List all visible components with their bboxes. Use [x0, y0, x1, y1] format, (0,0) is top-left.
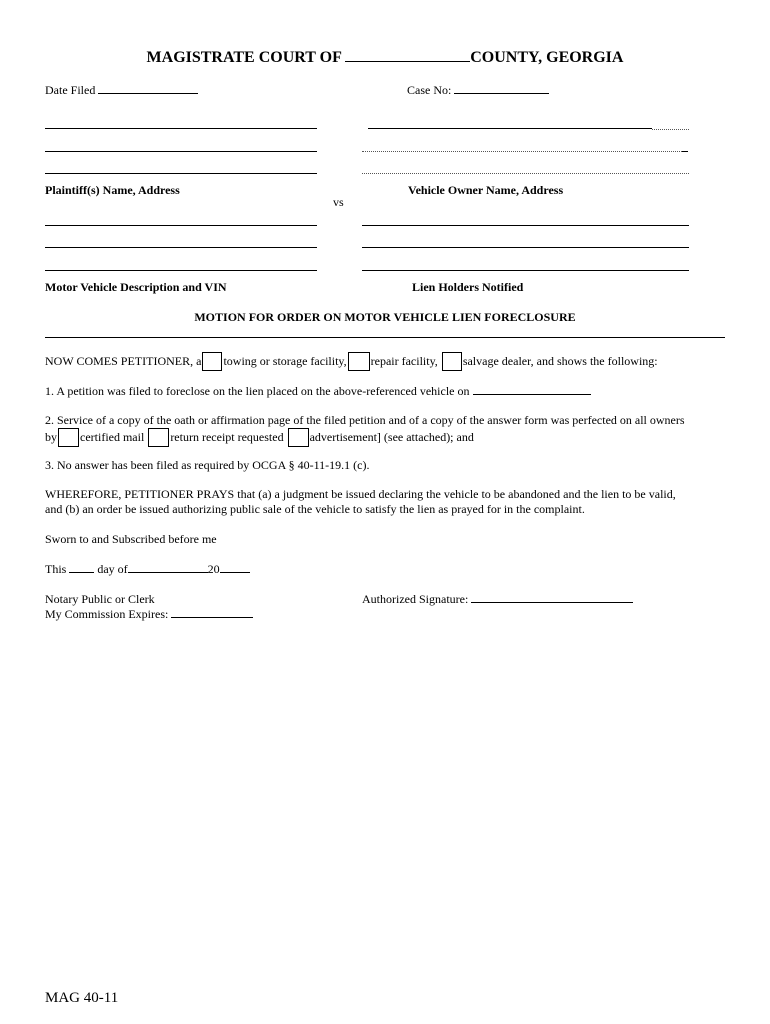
- advertisement-label: advertisement] (see attached); and: [309, 430, 474, 444]
- certified-mail-checkbox[interactable]: [58, 428, 79, 447]
- vehicle-line-3[interactable]: [45, 270, 317, 271]
- repair-checkbox[interactable]: [348, 352, 370, 371]
- owner-line-1-ext: [652, 129, 689, 130]
- year-prefix: 20: [207, 562, 220, 576]
- date-filed-row: [45, 83, 198, 98]
- vehicle-label: Motor Vehicle Description and VIN: [45, 280, 227, 294]
- item-2-line-2: [45, 428, 474, 447]
- plaintiff-label: Plaintiff(s) Name, Address: [45, 183, 180, 197]
- lienholder-line-1[interactable]: [362, 225, 689, 226]
- repair-label: repair facility,: [370, 354, 438, 368]
- salvage-label: salvage dealer, and shows the following:: [462, 354, 658, 368]
- title-suffix: COUNTY, GEORGIA: [470, 49, 624, 66]
- return-receipt-checkbox[interactable]: [148, 428, 169, 447]
- plaintiff-line-1[interactable]: [45, 128, 317, 129]
- signature-row: [362, 592, 633, 607]
- authorized-signature-label: Authorized Signature:: [362, 592, 469, 606]
- date-row: [45, 562, 250, 577]
- advertisement-checkbox[interactable]: [288, 428, 309, 447]
- vs-label: vs: [333, 195, 344, 209]
- title-prefix: MAGISTRATE COURT OF: [146, 49, 342, 66]
- lienholder-line-3[interactable]: [362, 270, 689, 271]
- owner-line-2[interactable]: [362, 151, 682, 152]
- now-comes-row: [45, 352, 658, 371]
- owner-line-1[interactable]: [368, 128, 652, 129]
- item-1: [45, 384, 591, 399]
- plaintiff-line-3[interactable]: [45, 173, 317, 174]
- return-receipt-label: return receipt requested: [170, 430, 284, 444]
- wherefore-line-2: and (b) an order be issued authorizing public sale of the vehicle to satisfy the lien as prayed for in the complaint.: [45, 502, 585, 516]
- lienholder-line-2[interactable]: [362, 247, 689, 248]
- by-label: by: [45, 430, 57, 444]
- motion-heading: MOTION FOR ORDER ON MOTOR VEHICLE LIEN FORECLOSURE: [194, 310, 576, 324]
- vehicle-line-2[interactable]: [45, 247, 317, 248]
- document-title: [0, 49, 770, 67]
- commission-row: [45, 607, 253, 622]
- day-of-label: day of: [97, 562, 128, 576]
- month-field[interactable]: [128, 562, 208, 573]
- lienholders-label: Lien Holders Notified: [412, 280, 524, 294]
- date-filed-label: Date Filed: [45, 83, 96, 97]
- item-1-text: 1. A petition was filed to foreclose on the lien placed on the above-referenced vehicle on: [45, 384, 470, 398]
- owner-line-3[interactable]: [362, 173, 689, 174]
- vehicle-line-1[interactable]: [45, 225, 317, 226]
- date-filed-field[interactable]: [98, 83, 198, 94]
- notary-label: Notary Public or Clerk: [45, 592, 155, 606]
- heading-rule: [45, 337, 725, 338]
- commission-label: My Commission Expires:: [45, 607, 169, 621]
- case-no-field[interactable]: [454, 83, 549, 94]
- plaintiff-line-2[interactable]: [45, 151, 317, 152]
- owner-label: Vehicle Owner Name, Address: [408, 183, 564, 197]
- certified-mail-label: certified mail: [80, 430, 145, 444]
- day-field[interactable]: [69, 562, 94, 573]
- commission-field[interactable]: [171, 607, 253, 618]
- county-blank[interactable]: [345, 49, 470, 62]
- item-2-line-1: 2. Service of a copy of the oath or affirmation page of the filed petition and of a copy of the answer form was perfected on all owners: [45, 413, 685, 427]
- salvage-checkbox[interactable]: [442, 352, 462, 371]
- towing-label: towing or storage facility,: [223, 354, 347, 368]
- year-field[interactable]: [220, 562, 250, 573]
- petition-date-field[interactable]: [473, 384, 591, 395]
- this-label: This: [45, 562, 67, 576]
- sworn-text: Sworn to and Subscribed before me: [45, 532, 217, 546]
- form-id: MAG 40-11: [45, 990, 119, 1006]
- authorized-signature-field[interactable]: [471, 592, 633, 603]
- wherefore-line-1: WHEREFORE, PETITIONER PRAYS that (a) a judgment be issued declaring the vehicle to be abandoned and the lien to be valid,: [45, 487, 676, 501]
- case-no-row: [407, 83, 549, 98]
- item-3: 3. No answer has been filed as required by OCGA § 40-11-19.1 (c).: [45, 458, 370, 472]
- now-comes-text: NOW COMES PETITIONER, a: [45, 354, 202, 368]
- owner-line-2-tail: [682, 151, 688, 152]
- case-no-label: Case No:: [407, 83, 452, 97]
- towing-checkbox[interactable]: [202, 352, 222, 371]
